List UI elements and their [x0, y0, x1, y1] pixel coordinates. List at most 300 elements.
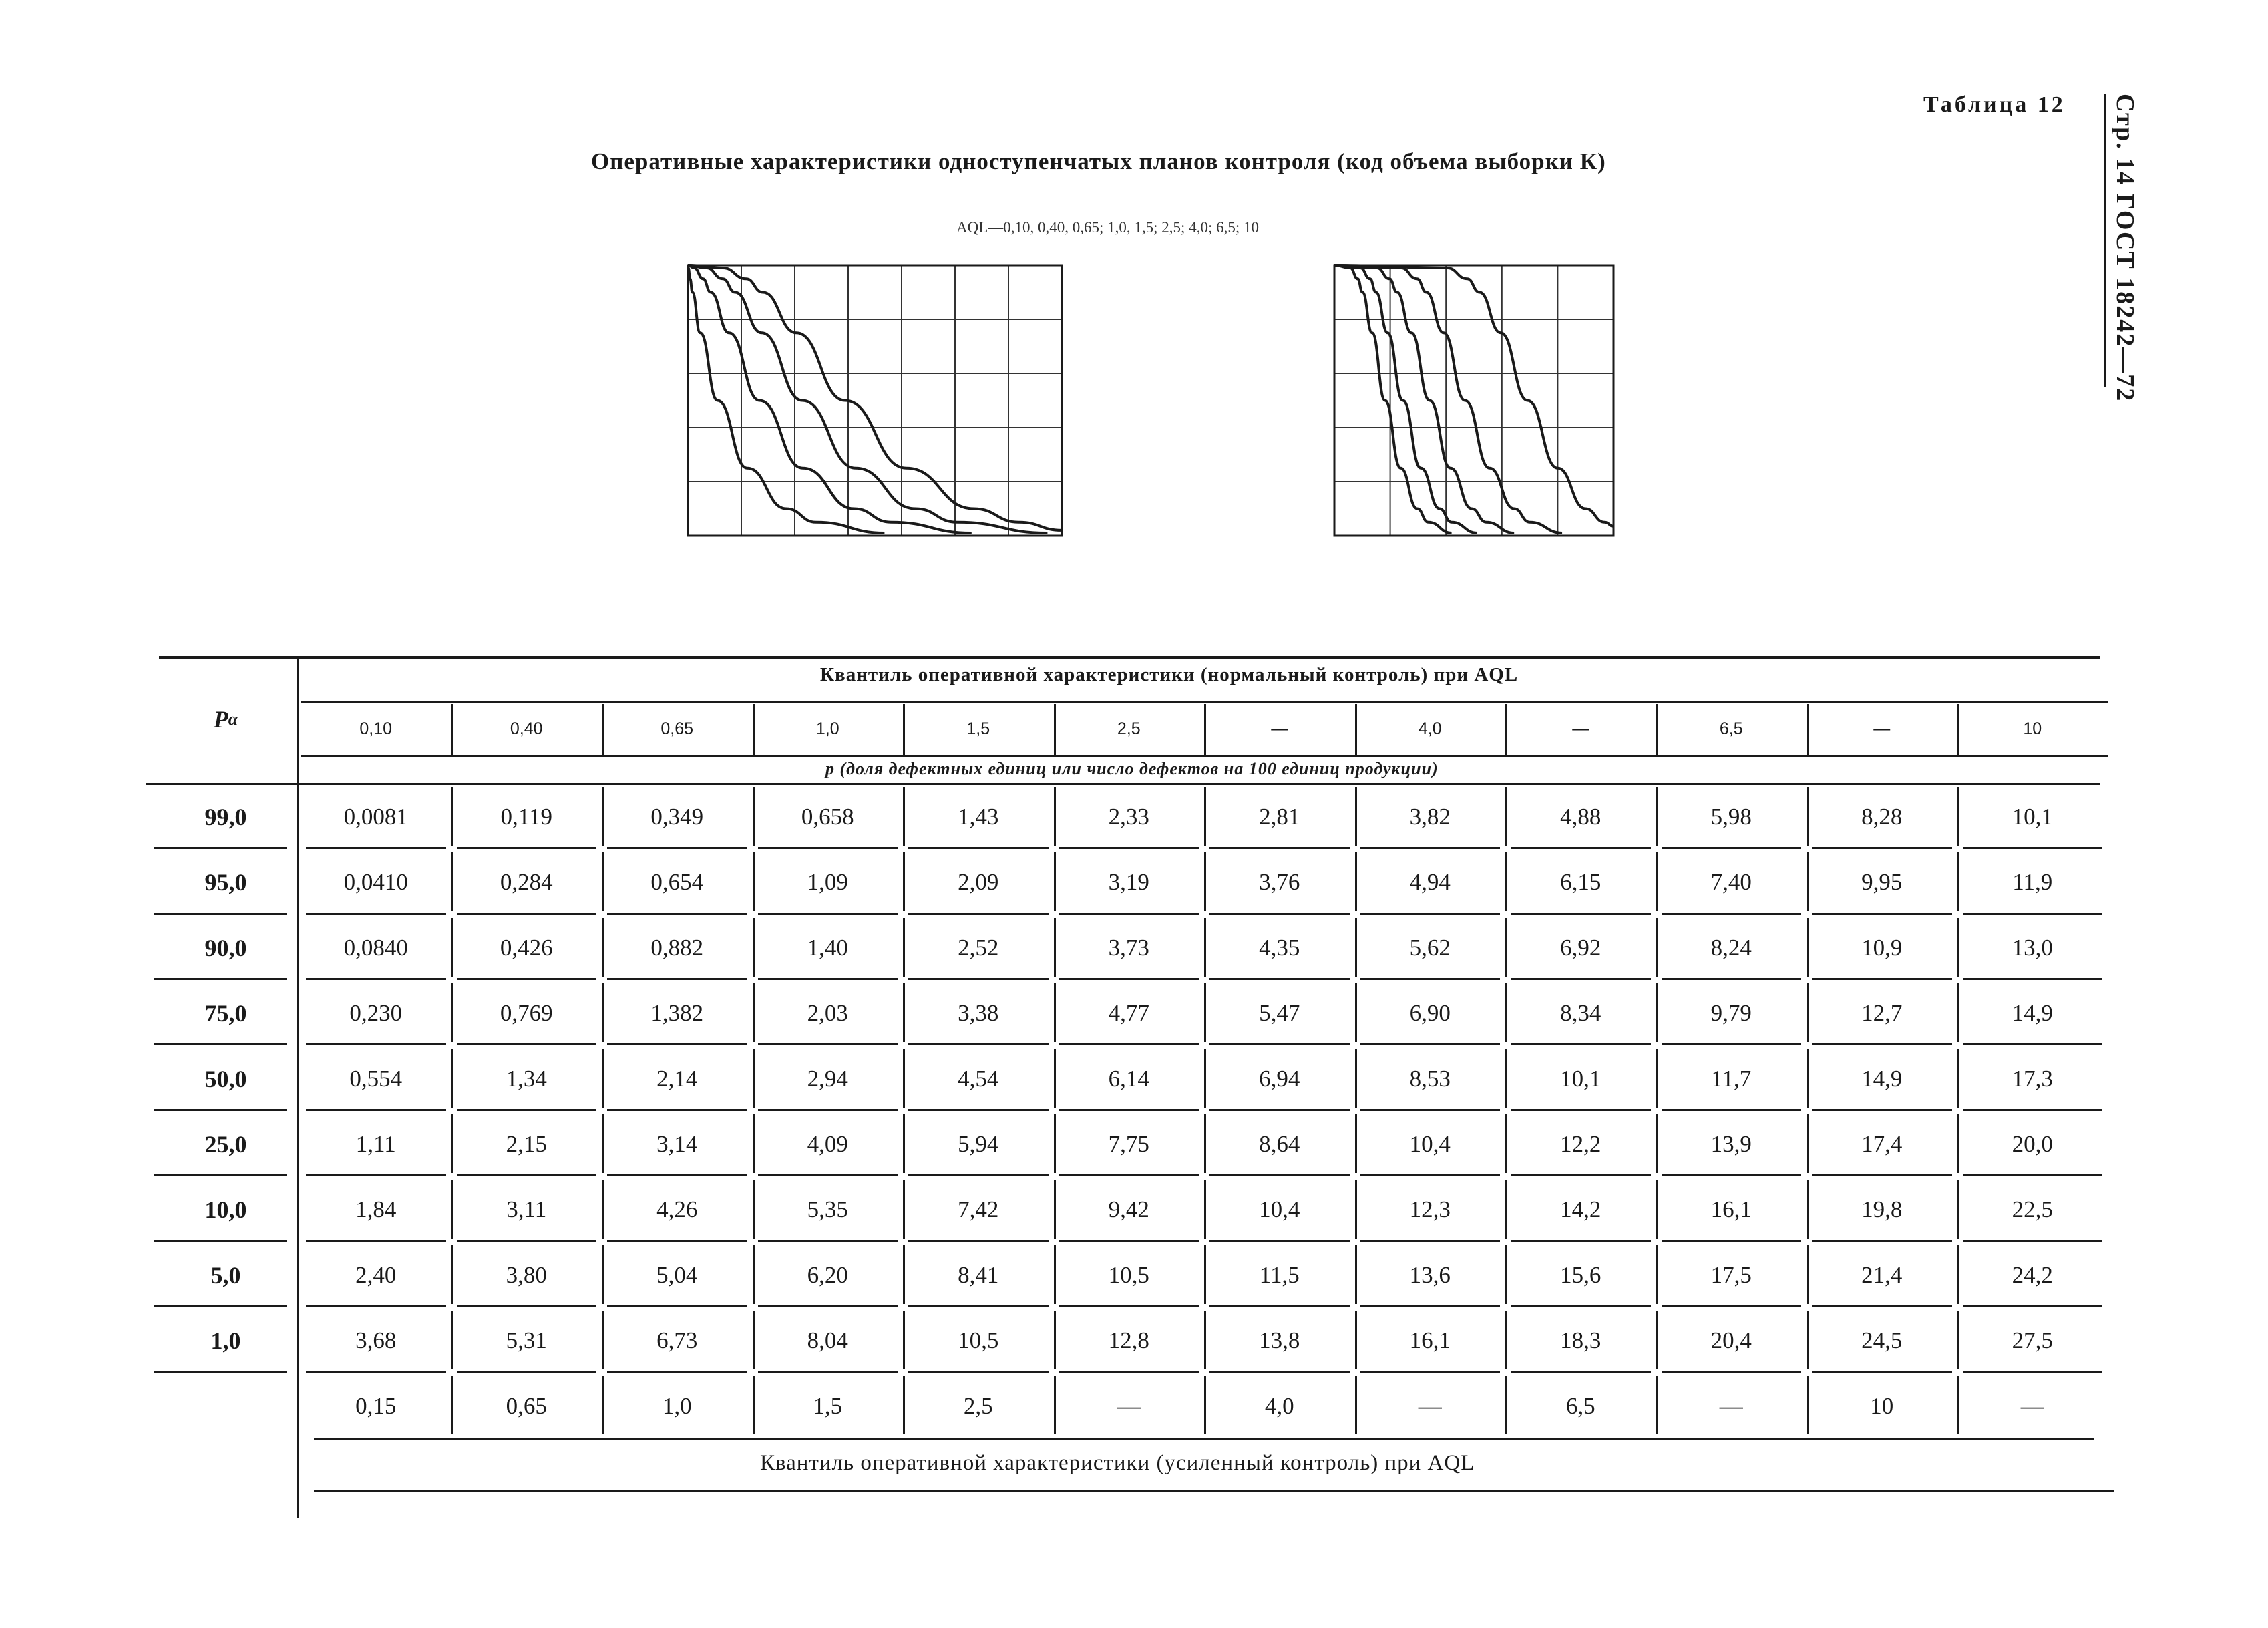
table-cell: 10,9 [1861, 935, 1903, 961]
cell-divider [1656, 983, 1658, 1042]
table-cell: 0,0410 [343, 869, 408, 895]
cell-divider [1656, 787, 1658, 846]
cell-rule [1059, 1174, 1199, 1176]
oc-curve-3 [1334, 265, 1562, 533]
cell-divider [1204, 1114, 1206, 1173]
cell-divider [1656, 1049, 1658, 1108]
cell-divider [1054, 1049, 1056, 1108]
table-cell: 17,5 [1710, 1262, 1752, 1288]
table-cell: 6,92 [1560, 935, 1601, 961]
cell-rule [1963, 1043, 2103, 1045]
aql-header-divider [1505, 704, 1507, 755]
pa-value: 1,0 [210, 1327, 241, 1354]
cell-divider [602, 787, 604, 846]
cell-rule [1360, 1174, 1501, 1176]
pa-row-rule [154, 1371, 287, 1373]
table-cell: 11,9 [2012, 869, 2053, 895]
cell-rule [1209, 1174, 1350, 1176]
cell-rule [1963, 847, 2103, 849]
table-cell: 0,882 [650, 935, 704, 961]
pa-subscript: α [228, 709, 238, 729]
cell-divider [1355, 787, 1357, 846]
aql-tightened-divider [903, 1376, 905, 1434]
table-cell: 16,1 [1710, 1196, 1752, 1223]
cell-rule [1963, 1174, 2103, 1176]
table-cell: 3,76 [1259, 869, 1300, 895]
cell-rule [1662, 847, 1802, 849]
cell-rule [457, 978, 597, 980]
table-cell: 10,1 [2012, 804, 2053, 830]
aql-normal-header: — [1873, 719, 1891, 738]
pa-value: 50,0 [204, 1066, 247, 1092]
cell-rule [1209, 847, 1350, 849]
cell-rule [1209, 1043, 1350, 1045]
table-cell: 21,4 [1861, 1262, 1903, 1288]
standard-reference: Стр. 14 ГОСТ 18242—72 [2104, 94, 2140, 387]
cell-rule [1963, 1305, 2103, 1307]
cell-divider [753, 983, 755, 1042]
table-cell: 10,4 [1409, 1131, 1451, 1157]
cell-rule [908, 978, 1049, 980]
cell-divider [1204, 1245, 1206, 1304]
cell-rule [1360, 1240, 1501, 1242]
cell-divider [1957, 1245, 1959, 1304]
table-cell: 6,90 [1409, 1000, 1451, 1026]
cell-rule [1812, 1305, 1952, 1307]
cell-rule [1812, 978, 1952, 980]
cell-divider [1957, 852, 1959, 911]
cell-divider [1355, 1049, 1357, 1108]
cell-divider [1957, 1049, 1959, 1108]
table-cell: 1,40 [807, 935, 848, 961]
cell-rule [1812, 913, 1952, 915]
table-cell: 14,9 [2012, 1000, 2053, 1026]
cell-rule [306, 1240, 446, 1242]
cell-divider [602, 1114, 604, 1173]
aql-tightened-divider [1505, 1376, 1507, 1434]
cell-divider [903, 852, 905, 911]
table-cell: 2,94 [807, 1066, 848, 1092]
table-cell: 2,81 [1259, 804, 1300, 830]
cell-divider [451, 1114, 453, 1173]
cell-rule [607, 978, 747, 980]
cell-rule [1209, 978, 1350, 980]
p-caption: p (доля дефектных единиц или число дефектов на 100 единиц продукции) [825, 759, 1439, 778]
aql-normal-header: 0,40 [510, 719, 543, 738]
pa-row-rule [154, 978, 287, 980]
cell-divider [1505, 1049, 1507, 1108]
cell-rule [908, 1109, 1049, 1111]
cell-divider [451, 1180, 453, 1239]
pa-row-rule [154, 1109, 287, 1111]
cell-rule [306, 1109, 446, 1111]
table-cell: 5,31 [506, 1327, 547, 1353]
cell-divider [903, 787, 905, 846]
cell-rule [908, 847, 1049, 849]
cell-divider [1355, 1114, 1357, 1173]
aql-tightened-value: — [1117, 1393, 1141, 1419]
cell-divider [1505, 787, 1507, 846]
table-cell: 7,75 [1108, 1131, 1149, 1157]
table-cell: 0,284 [500, 869, 553, 895]
pa-row-rule [154, 913, 287, 915]
aql-header-divider [602, 704, 604, 755]
oc-curve-4 [1334, 265, 1614, 526]
cell-divider [1054, 1245, 1056, 1304]
aql-values-rule [301, 755, 2108, 757]
cell-divider [1656, 1311, 1658, 1369]
pa-row-rule [154, 847, 287, 849]
cell-rule [1511, 847, 1651, 849]
cell-divider [753, 918, 755, 977]
pa-value: 95,0 [204, 869, 247, 896]
aql-header-divider [1807, 704, 1809, 755]
table-cell: 0,349 [650, 804, 704, 830]
cell-divider [451, 1311, 453, 1369]
cell-rule [1511, 1371, 1651, 1373]
cell-rule [1662, 1371, 1802, 1373]
table-cell: 4,26 [656, 1196, 698, 1223]
aql-header-divider [1054, 704, 1056, 755]
cell-rule [306, 847, 446, 849]
table-cell: 13,9 [1710, 1131, 1752, 1157]
table-cell: 17,3 [2012, 1066, 2053, 1092]
aql-header-divider [1656, 704, 1658, 755]
table-cell: 4,94 [1409, 869, 1451, 895]
aql-normal-header: 10 [2023, 719, 2042, 738]
cell-rule [1059, 1109, 1199, 1111]
cell-divider [903, 1114, 905, 1173]
table-cell: 6,94 [1259, 1066, 1300, 1092]
cell-divider [1807, 1049, 1809, 1108]
cell-rule [1511, 1174, 1651, 1176]
pa-column-divider [297, 656, 299, 1518]
table-cell: 27,5 [2012, 1327, 2053, 1353]
cell-divider [1355, 852, 1357, 911]
oc-quantile-table [146, 656, 2100, 1538]
cell-divider [1204, 1180, 1206, 1239]
cell-divider [1957, 787, 1959, 846]
aql-tightened-divider [1054, 1376, 1056, 1434]
aql-tightened-divider [1807, 1376, 1809, 1434]
cell-divider [1807, 1114, 1809, 1173]
cell-divider [903, 1180, 905, 1239]
normal-control-title: Квантиль оперативной характеристики (нормальный контроль) при AQL [820, 664, 1519, 685]
cell-divider [1204, 787, 1206, 846]
pa-value: 75,0 [204, 1000, 247, 1027]
cell-rule [306, 1305, 446, 1307]
cell-divider [1054, 1311, 1056, 1369]
aql-tightened-value: — [1418, 1393, 1442, 1419]
cell-rule [908, 1174, 1049, 1176]
cell-rule [1511, 978, 1651, 980]
cell-rule [1209, 1240, 1350, 1242]
aql-normal-header: 1,0 [815, 719, 839, 738]
cell-rule [1963, 1109, 2103, 1111]
cell-rule [1963, 1371, 2103, 1373]
cell-rule [908, 1371, 1049, 1373]
cell-rule [306, 1174, 446, 1176]
table-cell: 2,52 [958, 935, 999, 961]
table-cell: 6,15 [1560, 869, 1601, 895]
plot-frame [1334, 265, 1614, 536]
cell-rule [607, 1305, 747, 1307]
p-caption-rule [146, 783, 2100, 785]
cell-rule [607, 1240, 747, 1242]
cell-rule [758, 1043, 898, 1045]
table-cell: 4,77 [1108, 1000, 1149, 1026]
cell-divider [1807, 1180, 1809, 1239]
cell-rule [1812, 1109, 1952, 1111]
aql-normal-header: 4,0 [1418, 719, 1442, 738]
aql-header-divider [753, 704, 755, 755]
cell-rule [908, 1305, 1049, 1307]
aql-tightened-divider [1957, 1376, 1959, 1434]
cell-divider [1807, 1245, 1809, 1304]
cell-rule [607, 1174, 747, 1176]
pa-row-rule [154, 1305, 287, 1307]
cell-divider [1054, 1114, 1056, 1173]
table-cell: 0,554 [349, 1066, 403, 1092]
table-top-rule [159, 656, 2100, 659]
cell-divider [1054, 918, 1056, 977]
table-cell: 0,654 [650, 869, 704, 895]
table-cell: 1,11 [355, 1131, 396, 1157]
cell-divider [451, 852, 453, 911]
aql-normal-header: — [1271, 719, 1288, 738]
cell-rule [1209, 1371, 1350, 1373]
cell-divider [903, 1049, 905, 1108]
cell-rule [1662, 1109, 1802, 1111]
cell-rule [758, 913, 898, 915]
cell-rule [1360, 1305, 1501, 1307]
cell-rule [1662, 1043, 1802, 1045]
table-number-label: Таблица 12 [1923, 92, 2066, 117]
aql-tightened-value: 0,65 [506, 1393, 547, 1419]
table-cell: 5,47 [1259, 1000, 1300, 1026]
page-title: Оперативные характеристики одноступенчатых планов контроля (код объема выборки К) [591, 148, 1606, 174]
pa-row-rule [154, 1240, 287, 1242]
aql-tightened-divider [1355, 1376, 1357, 1434]
cell-rule [1059, 1240, 1199, 1242]
cell-rule [1360, 1371, 1501, 1373]
cell-rule [1511, 1240, 1651, 1242]
cell-rule [758, 1240, 898, 1242]
table-cell: 8,24 [1710, 935, 1752, 961]
pa-value: 90,0 [204, 935, 247, 961]
table-cell: 8,34 [1560, 1000, 1601, 1026]
table-cell: 2,14 [656, 1066, 698, 1092]
cell-rule [306, 978, 446, 980]
cell-rule [1360, 1109, 1501, 1111]
cell-rule [457, 1109, 597, 1111]
aql-tightened-divider [602, 1376, 604, 1434]
chart-1-group [1334, 265, 1614, 536]
table-cell: 8,53 [1409, 1066, 1451, 1092]
cell-divider [1355, 918, 1357, 977]
cell-divider [1355, 983, 1357, 1042]
table-cell: 13,8 [1259, 1327, 1300, 1353]
cell-divider [451, 1245, 453, 1304]
table-cell: 11,5 [1259, 1262, 1300, 1288]
table-cell: 1,09 [807, 869, 848, 895]
cell-divider [602, 983, 604, 1042]
cell-rule [1511, 913, 1651, 915]
table-cell: 3,11 [506, 1196, 547, 1223]
table-cell: 2,09 [958, 869, 999, 895]
cell-rule [457, 1043, 597, 1045]
cell-divider [1204, 852, 1206, 911]
table-cell: 12,7 [1861, 1000, 1903, 1026]
cell-divider [903, 1245, 905, 1304]
cell-rule [607, 1043, 747, 1045]
table-cell: 4,88 [1560, 804, 1601, 830]
aql-header-divider [1204, 704, 1206, 755]
table-cell: 10,5 [1108, 1262, 1149, 1288]
cell-rule [607, 1371, 747, 1373]
pa-row-rule [154, 1043, 287, 1045]
table-cell: 8,64 [1259, 1131, 1300, 1157]
table-cell: 3,68 [355, 1327, 397, 1353]
cell-rule [758, 1371, 898, 1373]
cell-rule [908, 1240, 1049, 1242]
cell-rule [1812, 847, 1952, 849]
cell-divider [1054, 787, 1056, 846]
table-cell: 0,230 [349, 1000, 403, 1026]
cell-divider [1807, 852, 1809, 911]
cell-rule [1209, 1109, 1350, 1111]
table-cell: 20,0 [2012, 1131, 2053, 1157]
cell-rule [1812, 1371, 1952, 1373]
aql-tightened-divider [1656, 1376, 1658, 1434]
cell-divider [753, 1180, 755, 1239]
table-cell: 4,35 [1259, 935, 1300, 961]
cell-rule [1209, 913, 1350, 915]
cell-rule [758, 847, 898, 849]
table-cell: 1,34 [506, 1066, 547, 1092]
cell-rule [1511, 1305, 1651, 1307]
table-cell: 4,54 [958, 1066, 999, 1092]
cell-divider [1656, 1180, 1658, 1239]
table-cell: 20,4 [1710, 1327, 1752, 1353]
table-cell: 12,8 [1108, 1327, 1149, 1353]
table-cell: 24,2 [2012, 1262, 2053, 1288]
cell-rule [1511, 1109, 1651, 1111]
cell-rule [758, 1305, 898, 1307]
cell-divider [753, 787, 755, 846]
cell-rule [1662, 1240, 1802, 1242]
table-cell: 0,426 [500, 935, 553, 961]
cell-rule [908, 1043, 1049, 1045]
cell-divider [1957, 918, 1959, 977]
cell-divider [1204, 1049, 1206, 1108]
aql-tightened-value: 10 [1870, 1393, 1894, 1419]
table-cell: 24,5 [1861, 1327, 1903, 1353]
table-cell: 7,42 [958, 1196, 999, 1223]
cell-divider [602, 1311, 604, 1369]
cell-rule [758, 978, 898, 980]
cell-divider [1204, 1311, 1206, 1369]
cell-rule [457, 1240, 597, 1242]
aql-header-divider [1957, 704, 1959, 755]
table-cell: 8,28 [1861, 804, 1903, 830]
cell-rule [607, 913, 747, 915]
cell-divider [1355, 1245, 1357, 1304]
table-cell: 5,35 [807, 1196, 848, 1223]
pa-value: 99,0 [204, 804, 247, 830]
cell-rule [1662, 1305, 1802, 1307]
cell-rule [1812, 1240, 1952, 1242]
cell-divider [1505, 1245, 1507, 1304]
cell-rule [457, 1371, 597, 1373]
cell-divider [753, 1311, 755, 1369]
cell-divider [1054, 983, 1056, 1042]
cell-divider [1957, 1311, 1959, 1369]
aql-tightened-value: 1,5 [813, 1393, 843, 1419]
aql-tightened-value: 2,5 [963, 1393, 993, 1419]
cell-rule [1209, 1305, 1350, 1307]
cell-rule [1812, 1043, 1952, 1045]
table-cell: 9,95 [1861, 869, 1903, 895]
table-cell: 0,0840 [343, 935, 408, 961]
table-cell: 6,73 [656, 1327, 698, 1353]
table-cell: 13,0 [2012, 935, 2053, 961]
table-cell: 3,80 [506, 1262, 547, 1288]
cell-rule [607, 847, 747, 849]
table-cell: 2,15 [506, 1131, 547, 1157]
table-cell: 7,40 [1710, 869, 1752, 895]
tightened-rule [314, 1438, 2094, 1440]
cell-rule [1059, 913, 1199, 915]
cell-rule [1059, 978, 1199, 980]
cell-divider [753, 852, 755, 911]
table-cell: 4,09 [807, 1131, 848, 1157]
table-cell: 1,382 [650, 1000, 704, 1026]
table-cell: 3,73 [1108, 935, 1149, 961]
cell-rule [1059, 847, 1199, 849]
cell-rule [607, 1109, 747, 1111]
cell-rule [1360, 978, 1501, 980]
cell-divider [1505, 1311, 1507, 1369]
cell-rule [1059, 1371, 1199, 1373]
oc-curve-1 [1334, 265, 1477, 533]
table-cell: 5,04 [656, 1262, 698, 1288]
table-cell: 6,14 [1108, 1066, 1149, 1092]
table-cell: 3,82 [1409, 804, 1451, 830]
aql-normal-header: 0,10 [359, 719, 393, 738]
table-cell: 2,03 [807, 1000, 848, 1026]
cell-divider [1807, 983, 1809, 1042]
table-cell: 19,8 [1861, 1196, 1903, 1223]
table-cell: 9,79 [1710, 1000, 1752, 1026]
table-cell: 3,14 [656, 1131, 698, 1157]
cell-divider [1355, 1180, 1357, 1239]
pa-column-header [159, 696, 293, 743]
table-cell: 15,6 [1560, 1262, 1601, 1288]
aql-tightened-value: 6,5 [1565, 1393, 1595, 1419]
aql-normal-header: 0,65 [660, 719, 694, 738]
cell-divider [903, 918, 905, 977]
cell-divider [451, 1049, 453, 1108]
aql-header-divider [1355, 704, 1357, 755]
cell-rule [457, 1305, 597, 1307]
aql-tightened-value: 1,0 [662, 1393, 692, 1419]
cell-rule [908, 913, 1049, 915]
aql-normal-header: 6,5 [1719, 719, 1743, 738]
table-cell: 10,5 [958, 1327, 999, 1353]
cell-divider [1355, 1311, 1357, 1369]
cell-divider [1505, 918, 1507, 977]
